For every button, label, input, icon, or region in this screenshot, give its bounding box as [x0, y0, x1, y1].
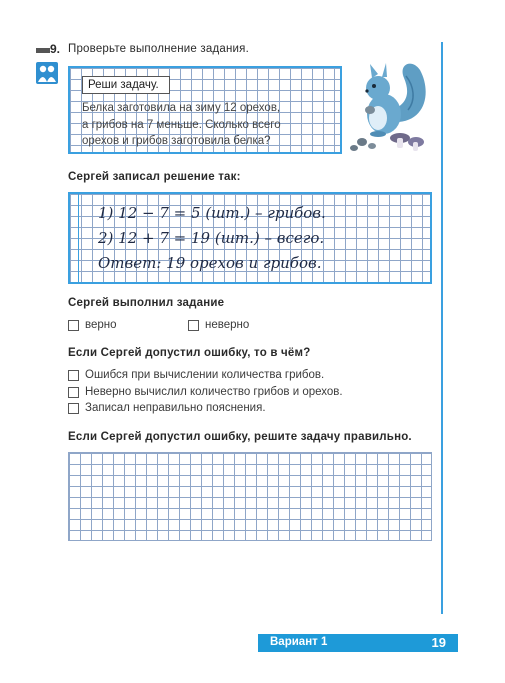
- pair-work-icon: [36, 62, 58, 84]
- checkbox[interactable]: [68, 320, 79, 331]
- footer-bar: [258, 634, 458, 652]
- solution-line: 1) 12 − 7 = 5 (шт.) – грибов.: [98, 204, 326, 222]
- problem-text-line: а грибов на 7 меньше. Сколько всего: [82, 118, 281, 131]
- answer-grid[interactable]: [68, 452, 432, 541]
- option-error-1[interactable]: [68, 369, 324, 381]
- problem-heading: Реши задачу.: [88, 79, 159, 91]
- solution-margin-line: [78, 194, 79, 282]
- problem-text: [82, 100, 281, 150]
- squirrel-illustration: [348, 52, 430, 156]
- option-label: Ошибся при вычислении количества грибов.: [85, 369, 325, 381]
- task-title: Проверьте выполнение задания.: [68, 43, 249, 55]
- checkbox[interactable]: [68, 387, 79, 398]
- option-error-2[interactable]: [68, 386, 343, 398]
- solution-line: Ответ: 19 орехов и грибов.: [98, 254, 322, 272]
- option-incorrect[interactable]: [188, 319, 249, 331]
- option-label: неверно: [205, 319, 250, 331]
- option-label: Записал неправильно пояснения.: [85, 402, 266, 414]
- question3-label: Если Сергей допустил ошибку, решите задачу правильно.: [68, 431, 412, 443]
- problem-card: [68, 66, 342, 154]
- page-number: 19: [431, 635, 446, 650]
- task-marker-icon: [36, 48, 50, 53]
- question1-label: Сергей выполнил задание: [68, 297, 225, 309]
- option-correct[interactable]: [68, 319, 117, 331]
- option-label: верно: [85, 319, 117, 331]
- checkbox[interactable]: [68, 370, 79, 381]
- checkbox[interactable]: [188, 320, 199, 331]
- option-error-3[interactable]: [68, 402, 266, 414]
- checkbox[interactable]: [68, 403, 79, 414]
- problem-text-line: орехов и грибов заготовила белка?: [82, 135, 271, 147]
- solution-line: 2) 12 + 7 = 19 (шт.) – всего.: [98, 229, 325, 247]
- task-number: 9.: [50, 42, 61, 56]
- problem-heading-box: [82, 76, 170, 94]
- solution-grid: [68, 192, 432, 284]
- problem-text-line: Белка заготовила на зиму 12 орехов,: [82, 102, 281, 114]
- solution-intro: Сергей записал решение так:: [68, 171, 241, 183]
- question2-label: Если Сергей допустил ошибку, то в чём?: [68, 347, 311, 359]
- page-edge-line: [441, 42, 443, 614]
- variant-label: Вариант 1: [270, 636, 328, 648]
- option-label: Неверно вычислил количество грибов и орехов.: [85, 386, 343, 398]
